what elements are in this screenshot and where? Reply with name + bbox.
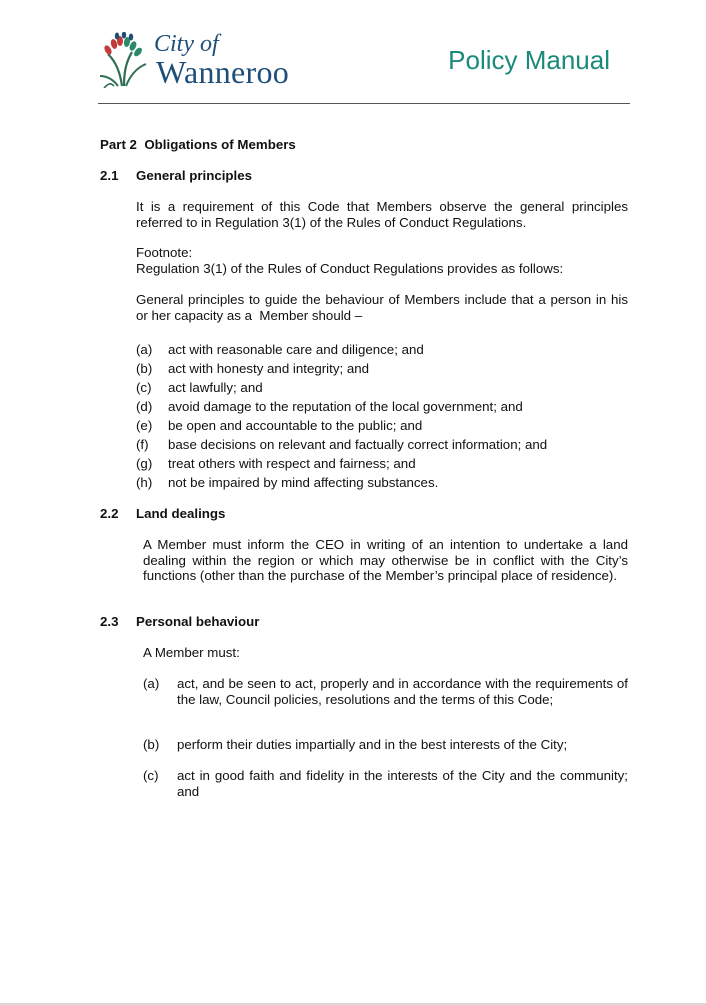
list-item-text: act lawfully; and [168, 380, 263, 395]
list-item-text: not be impaired by mind affecting substances. [168, 475, 439, 490]
city-of-wanneroo-logo [100, 30, 300, 90]
list-item-text: perform their duties impartially and in the best interests of the City; [177, 737, 568, 752]
list-item-text: act with honesty and integrity; and [168, 361, 370, 376]
policy-manual-title: Policy Manual [448, 45, 610, 75]
section-title-land-dealings: Land dealings [136, 506, 226, 521]
list-item-text: base decisions on relevant and factually correct information; and [168, 437, 548, 452]
list-item-label: (d) [136, 399, 153, 414]
list-item-label: (a) [136, 342, 153, 357]
section-number-2-2: 2.2 [100, 506, 119, 521]
list-item-text: act with reasonable care and diligence; and [168, 342, 424, 357]
section-title-general-principles: General principles [136, 168, 253, 183]
kangaroo-paw-flower-icon [100, 32, 150, 88]
header-divider [98, 103, 630, 104]
list-item-label: (g) [136, 456, 153, 471]
personal-behaviour-intro: A Member must: [143, 645, 240, 660]
list-item-label: (a) [143, 676, 160, 691]
general-principles-paragraph: It is a requirement of this Code that Members observe the general principles referred to in Regulation 3(1) of the Rules of Conduct Regulations. [136, 199, 628, 230]
footnote-label: Footnote: [136, 245, 193, 260]
list-item-label: (h) [136, 475, 153, 490]
list-item-label: (e) [136, 418, 153, 433]
logo-text-wanneroo: Wanneroo [156, 54, 290, 90]
logo-text-city-of: City of [154, 31, 219, 57]
list-item-text: act, and be seen to act, properly and in accordance with the requirements of the law, Council policies, resolutions and the terms of this Code; [177, 676, 628, 707]
list-item-text: be open and accountable to the public; and [168, 418, 423, 433]
list-item-text: avoid damage to the reputation of the local government; and [168, 399, 523, 414]
list-item-label: (b) [136, 361, 153, 376]
list-item-label: (f) [136, 437, 149, 452]
general-principles-guide-paragraph: General principles to guide the behaviour of Members include that a person in his or her capacity as a Member should – [136, 292, 632, 323]
section-number-2-1: 2.1 [100, 168, 119, 183]
list-item-label: (c) [143, 768, 159, 783]
land-dealings-paragraph: A Member must inform the CEO in writing of an intention to undertake a land dealing within the region or which may otherwise be in conflict with the City’s functions (other than the purchase of the Member’s principal place of residence). [143, 537, 628, 583]
list-item-label: (c) [136, 380, 152, 395]
list-item-label: (b) [143, 737, 160, 752]
list-item-text: act in good faith and fidelity in the interests of the City and the community; and [177, 768, 628, 799]
section-title-personal-behaviour: Personal behaviour [136, 614, 260, 629]
section-number-2-3: 2.3 [100, 614, 119, 629]
list-item-text: treat others with respect and fairness; and [168, 456, 416, 471]
footnote-text: Regulation 3(1) of the Rules of Conduct Regulations provides as follows: [136, 261, 564, 276]
part-heading: Part 2 Obligations of Members [100, 137, 296, 152]
